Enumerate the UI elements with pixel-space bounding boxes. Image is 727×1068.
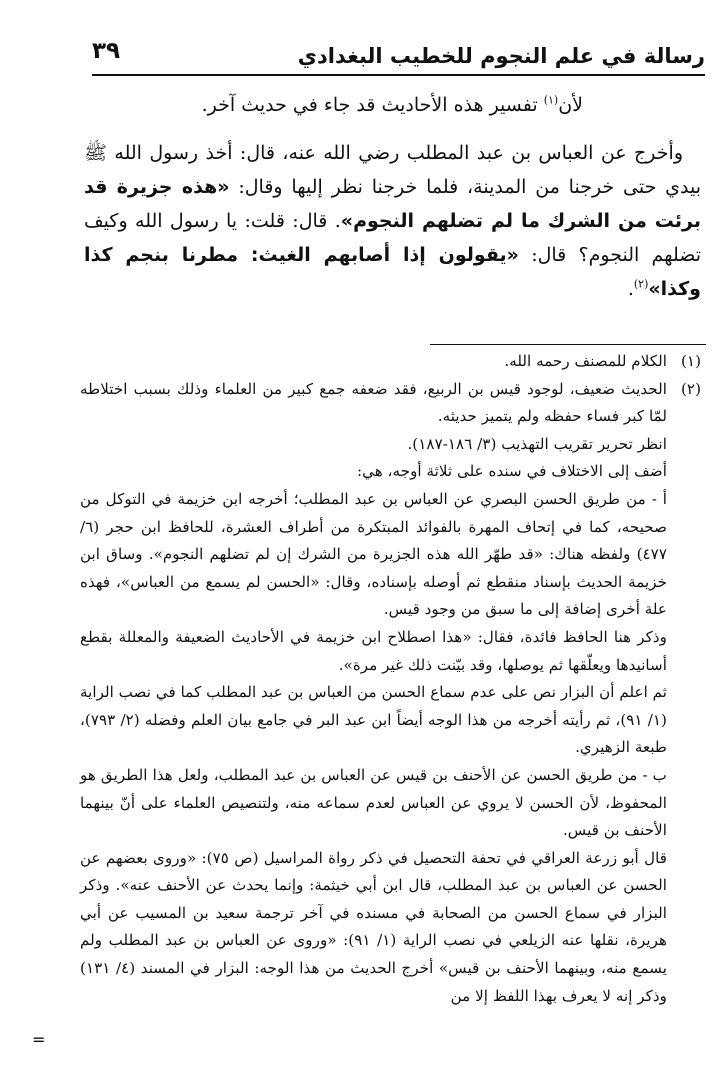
footnote-ref-1[interactable]: (١) [543,93,559,107]
footnote-ref-2[interactable]: (٢) [633,277,649,291]
paragraph-2-text-a: وأخرج عن العباس بن عبد المطلب رضي الله عنه، قال: أخذ رسول الله ﷺ بيدي حتى خرجنا من المدينة، فلما خرجنا نظر إليها وقال: [84,142,701,198]
footnote-1 [80,348,701,376]
paragraph-1-text: تفسير هذه الأحاديث قد جاء في حديث آخر. [201,94,544,116]
paragraph-2-end: . [627,278,634,300]
footnote-2-number: (٢) [680,379,701,398]
paragraph-2-text-b: . قال: قلت: يا رسول الله وكيف تضلهم النجوم؟ قال: [84,210,701,266]
footnote-2-paragraph: الحديث ضعيف، لوجود قيس بن الربيع، فقد ضعفه جمع كبير من العلماء وذلك بسبب اختلاطه لمّا كبر فساء حفظه ولم يتميز حديثه. [80,379,667,426]
footnote-1-text: الكلام للمصنف رحمه الله. [504,352,667,370]
paragraph-2 [84,136,701,306]
footnotes [80,348,701,1010]
hadith-quote-2: «يقولون إذا أصابهم الغيث: مطرنا بنجم كذا وكذا» [84,244,701,300]
paragraph-1 [84,88,701,122]
main-text [84,88,701,306]
footnote-1-number: (١) [680,352,701,370]
footnote-2-paragraph: وذكر هنا الحافظ فائدة، فقال: «هذا اصطلاح ابن خزيمة في الأحاديث الضعيفة والمعللة بقطع أسانيدها ويعلّقها ثم يوصلها، وقد بيّنت ذلك غير مرة». [80,627,667,674]
footnote-2-paragraph: انظر تحرير تقريب التهذيب (٣/ ١٨٦-١٨٧). [407,434,667,453]
footnote-2-paragraph: قال أبو زرعة العراقي في تحفة التحصيل في ذكر رواة المراسيل (ص ٧٥): «وروى بعضهم عن الحسن عن العباس بن عبد المطلب، قال ابن أبي خيثمة: وإنما يحدث عن الأحنف عنه». وذكر البزار في سماع الحسن من الصحابة في مسنده في آخر ترجمة سعيد بن المسيب عن أبي هريرة، نقلها عنه الزيلعي في نصب الراية (١/ ٩١): «وروى عن العباس بن عبد المطلب ولم يسمع منه، وبينهما الأحنف بن قيس» أخرج الحديث من هذا الوجه: البزار في المسند (٤/ ١٣١) وذكر إنه لا يعرف بهذا اللفظ إلا من [80,848,667,1005]
paragraph-1-lead: لأن [558,94,583,116]
footnote-2-paragraph: أضف إلى الاختلاف في سنده على ثلاثة أوجه، هي: [357,462,667,481]
page-number: ٣٩ [92,38,121,64]
running-header [92,34,705,76]
running-title: رسالة في علم النجوم للخطيب البغدادي [297,44,705,68]
footnote-2 [80,376,701,1011]
footnote-separator [430,344,706,345]
hadith-quote-1: «هذه جزيرة قد برئت من الشرك ما لم تضلهم النجوم» [84,176,701,232]
footnote-2-paragraph: ب - من طريق الحسن عن الأحنف بن قيس عن العباس بن عبد المطلب، ولعل هذا الطريق هو المحفوظ، لأن الحسن لا يروي عن العباس لعدم سماعه منه، ولتنصيص العلماء على أنّ بينهما الأحنف بن قيس. [80,765,667,840]
continuation-mark: = [32,1030,46,1049]
footnote-2-paragraph: ثم اعلم أن البزار نص على عدم سماع الحسن من العباس بن عبد المطلب كما في نصب الراية (١/ ٩١)، ثم رأيته أخرجه من هذا الوجه أيضاً ابن عبد البر في جامع بيان العلم وفضله (٢/ ٧٩٣)، طبعة الزهيري. [80,683,667,757]
footnote-2-paragraph: أ - من طريق الحسن البصري عن العباس بن عبد المطلب؛ أخرجه ابن خزيمة في التوكل من صحيحه، كما في إتحاف المهرة بالفوائد المبتكرة من أطراف العشرة، للحافظ ابن حجر (٦/ ٤٧٧) ولفظه هناك: «قد طهّر الله هذه الجزيرة من الشرك إن لم تضلهم النجوم». وساق ابن خزيمة الحديث بإسناد منقطع ثم أوصله بإسناده، وقال: «الحسن لم يسمع من العباس»، فهذه علة أخرى إضافة إلى ما سبق من وجود قيس. [80,489,667,619]
